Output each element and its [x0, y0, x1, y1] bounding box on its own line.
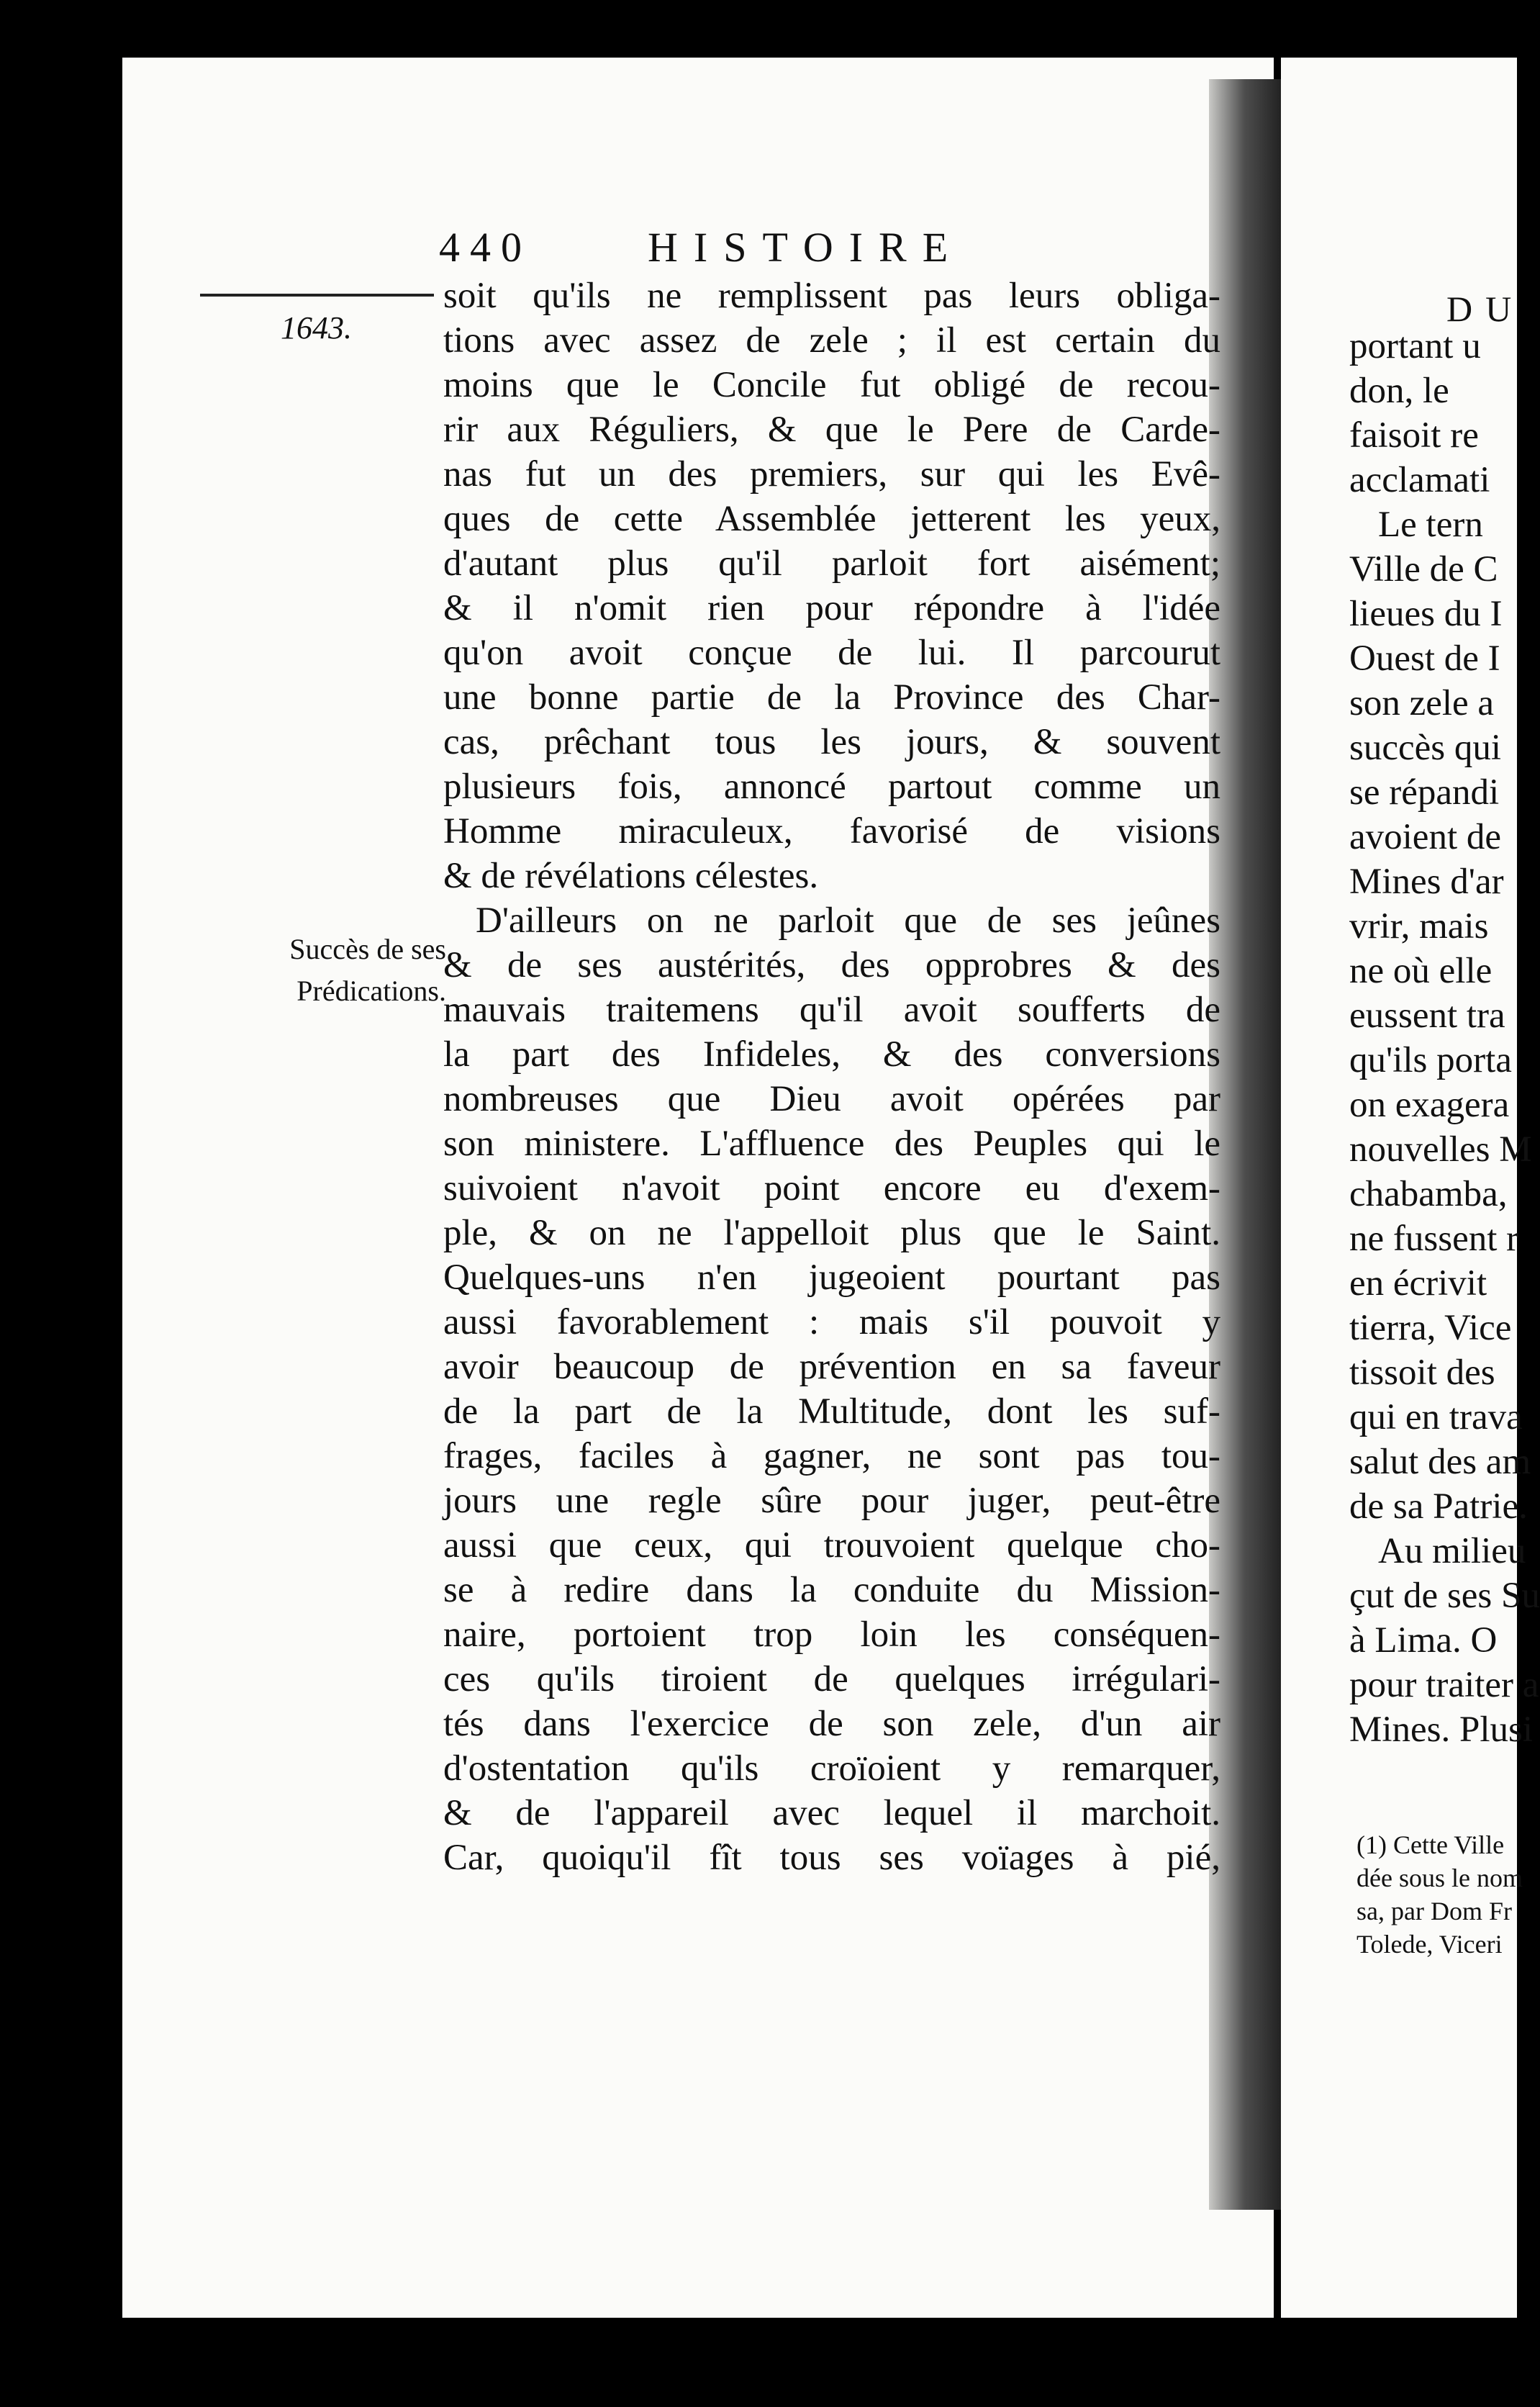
- text-line: mauvais traitemens qu'il avoit soufferts de: [443, 990, 1220, 1030]
- right-text-line: qui en trava: [1349, 1397, 1523, 1437]
- text-line: D'ailleurs on ne parloit que de ses jeûnes: [476, 900, 1220, 941]
- right-text-line: tierra, Vice: [1349, 1308, 1512, 1348]
- text-line: Homme miraculeux, favorisé de visions: [443, 811, 1220, 852]
- text-line: de la part de la Multitude, dont les suf-: [443, 1391, 1220, 1432]
- right-text-line: de sa Patrie.: [1349, 1486, 1528, 1527]
- text-line: cas, prêchant tous les jours, & souvent: [443, 722, 1220, 762]
- text-line: une bonne partie de la Province des Char-: [443, 677, 1220, 718]
- right-text-line: qu'ils porta: [1349, 1040, 1512, 1080]
- text-line: ple, & on ne l'appelloit plus que le Saint.: [443, 1213, 1220, 1253]
- text-line: nas fut un des premiers, sur qui les Evê-: [443, 454, 1220, 495]
- running-head: [439, 223, 1238, 271]
- text-line: tés dans l'exercice de son zele, d'un air: [443, 1704, 1220, 1744]
- right-text-line: à Lima. O: [1349, 1620, 1498, 1661]
- text-line: plusieurs fois, annoncé partout comme un: [443, 767, 1220, 807]
- text-line: soit qu'ils ne remplissent pas leurs obliga-: [443, 276, 1220, 316]
- right-text-line: eussent tra: [1349, 995, 1505, 1036]
- right-page: [1281, 58, 1540, 2318]
- text-line: moins que le Concile fut obligé de recou-: [443, 365, 1220, 405]
- text-line: la part des Infideles, & des conversions: [443, 1034, 1220, 1075]
- text-line: nombreuses que Dieu avoit opérées par: [443, 1079, 1220, 1119]
- right-text-line: pour traiter a: [1349, 1665, 1539, 1705]
- right-text-line: salut des am: [1349, 1442, 1531, 1482]
- text-line: Car, quoiqu'il fît tous ses voïages à pié,: [443, 1838, 1220, 1878]
- right-text-line: Le tern: [1378, 505, 1483, 545]
- text-line: rir aux Réguliers, & que le Pere de Carde-: [443, 410, 1220, 450]
- right-text-line: nouvelles M: [1349, 1129, 1532, 1170]
- right-page-footnote: [1356, 1828, 1529, 1961]
- right-text-line: çut de ses Su: [1349, 1576, 1540, 1616]
- text-line: naire, portoient trop loin les conséquen-: [443, 1615, 1220, 1655]
- margin-rule: [200, 294, 434, 297]
- right-text-line: Ouest de I: [1349, 638, 1500, 679]
- text-line: & de l'appareil avec lequel il marchoit.: [443, 1793, 1220, 1833]
- footnote-line: sa, par Dom Fr: [1356, 1897, 1512, 1925]
- right-running-head: DU: [1446, 289, 1525, 329]
- right-text-line: Ville de C: [1349, 549, 1498, 590]
- text-line: d'autant plus qu'il parloit fort aisément;: [443, 543, 1220, 584]
- right-text-line: tissoit des: [1349, 1352, 1495, 1393]
- right-text-line: faisoit re: [1349, 415, 1479, 456]
- right-text-line: portant u: [1349, 326, 1481, 366]
- page-number: 440: [439, 224, 532, 271]
- text-line: Quelques-uns n'en jugeoient pourtant pas: [443, 1257, 1220, 1298]
- text-line: qu'on avoit conçue de lui. Il parcourut: [443, 633, 1220, 673]
- body-text: [443, 274, 1220, 1880]
- right-text-line: on exagera: [1349, 1085, 1510, 1125]
- margin-note-line: Prédications.: [296, 975, 446, 1007]
- right-text-line: don, le: [1349, 371, 1449, 411]
- head-title: HISTOIRE: [648, 224, 964, 271]
- text-line: ces qu'ils tiroient de quelques irrégulari-: [443, 1659, 1220, 1699]
- text-line: aussi que ceux, qui trouvoient quelque cho-: [443, 1525, 1220, 1566]
- right-text-line: Mines d'ar: [1349, 862, 1504, 902]
- right-text-line: se répandi: [1349, 772, 1500, 813]
- right-text-line: Mines. Plusi: [1349, 1710, 1534, 1750]
- right-text-line: ne où elle: [1349, 951, 1493, 991]
- right-page-text: [1349, 324, 1540, 1752]
- margin-note: [237, 929, 446, 1012]
- text-line: & de ses austérités, des opprobres & des: [443, 945, 1220, 985]
- right-text-line: acclamati: [1349, 460, 1490, 500]
- text-line: d'ostentation qu'ils croïoient y remarquer,: [443, 1748, 1220, 1789]
- right-text-line: Au milieu: [1378, 1531, 1526, 1571]
- text-line: suivoient n'avoit point encore eu d'exem-: [443, 1168, 1220, 1209]
- right-text-line: lieues du I: [1349, 594, 1503, 634]
- right-text-line: vrir, mais: [1349, 906, 1489, 947]
- text-line: & il n'omit rien pour répondre à l'idée: [443, 588, 1220, 628]
- text-line: ques de cette Assemblée jetterent les yeux,: [443, 499, 1220, 539]
- text-line: avoir beaucoup de prévention en sa faveur: [443, 1347, 1220, 1387]
- right-text-line: son zele a: [1349, 683, 1495, 723]
- text-line: se à redire dans la conduite du Mission-: [443, 1570, 1220, 1610]
- footnote-line: (1) Cette Ville: [1356, 1830, 1505, 1859]
- right-text-line: succès qui: [1349, 728, 1502, 768]
- right-text-line: en écrivit: [1349, 1263, 1487, 1304]
- text-line: jours une regle sûre pour juger, peut-être: [443, 1481, 1220, 1521]
- footnote-line: dée sous le nom: [1356, 1864, 1523, 1892]
- text-line: & de révélations célestes.: [443, 856, 819, 896]
- margin-note-line: Succès de ses: [289, 933, 446, 965]
- text-line: frages, faciles à gagner, ne sont pas tou-: [443, 1436, 1220, 1476]
- right-text-line: ne fussent r: [1349, 1219, 1519, 1259]
- right-text-line: avoient de: [1349, 817, 1501, 857]
- text-line: son ministere. L'affluence des Peuples qui le: [443, 1124, 1220, 1164]
- text-line: aussi favorablement : mais s'il pouvoit y: [443, 1302, 1220, 1342]
- footnote-line: Tolede, Viceri: [1356, 1930, 1503, 1959]
- right-text-line: chabamba,: [1349, 1174, 1508, 1214]
- book-gutter: [1209, 79, 1288, 2210]
- margin-year: 1643.: [281, 310, 352, 346]
- text-line: tions avec assez de zele ; il est certain du: [443, 320, 1220, 361]
